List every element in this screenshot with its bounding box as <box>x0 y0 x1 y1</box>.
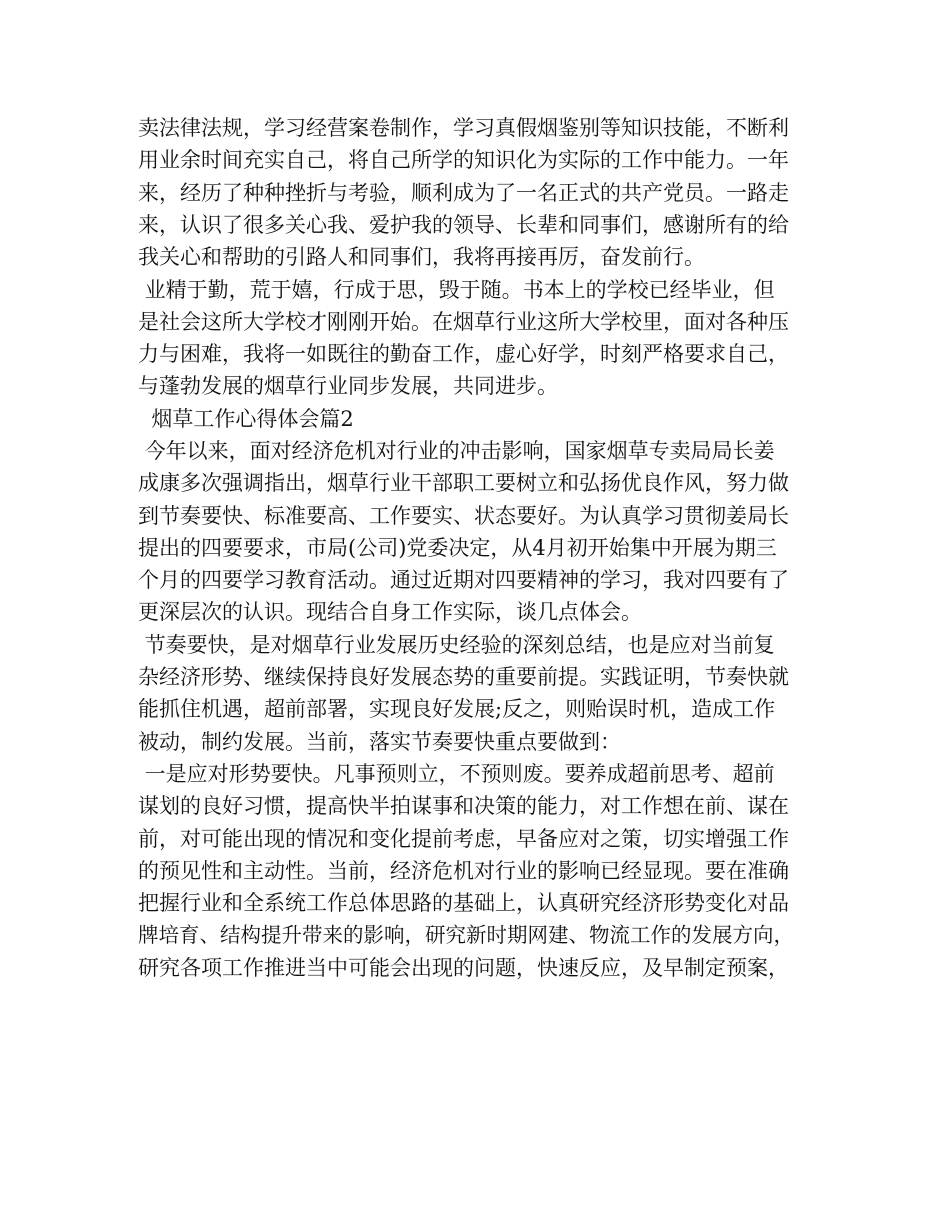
text-line: 来，经历了种种挫折与考验，顺利成为了一名正式的共产党员。一路走 <box>138 181 789 205</box>
text-line: 节奏要快，是对烟草行业发展历史经验的深刻总结，也是应对当前复 <box>138 633 775 657</box>
text-line: 与蓬勃发展的烟草行业同步发展，共同进步。 <box>138 374 558 398</box>
text-line: 杂经济形势、继续保持良好发展态势的重要前提。实践证明，节奏快就 <box>138 665 789 689</box>
text-line: 业精于勤，荒于嬉，行成于思，毁于随。书本上的学校已经毕业，但 <box>138 278 775 302</box>
text-line: 来，认识了很多关心我、爱护我的领导、长辈和同事们，感谢所有的给 <box>138 213 789 237</box>
text-line: 前，对可能出现的情况和变化提前考虑，早备应对之策，切实增强工作 <box>138 827 789 851</box>
text-line: 被动，制约发展。当前，落实节奏要快重点要做到： <box>138 730 621 754</box>
text-line: 一是应对形势要快。凡事预则立，不预则废。要养成超前思考、超前 <box>138 762 775 786</box>
text-line: 今年以来，面对经济危机对行业的冲击影响，国家烟草专卖局局长姜 <box>138 439 775 463</box>
text-line: 卖法律法规，学习经营案卷制作，学习真假烟鉴别等知识技能，不断利 <box>138 116 789 140</box>
text-line: 更深层次的认识。现结合自身工作实际，谈几点体会。 <box>138 600 642 624</box>
text-line: 我关心和帮助的引路人和同事们，我将再接再厉，奋发前行。 <box>138 245 705 269</box>
text-line: 提出的四要要求，市局(公司)党委决定，从4月初开始集中开展为期三 <box>138 536 777 560</box>
text-line: 把握行业和全系统工作总体思路的基础上，认真研究经济形势变化对品 <box>138 891 789 915</box>
text-line: 力与困难，我将一如既往的勤奋工作，虚心好学，时刻严格要求自己， <box>138 342 789 366</box>
text-line: 是社会这所大学校才刚刚开始。在烟草行业这所大学校里，面对各种压 <box>138 310 789 334</box>
text-line: 烟草工作心得体会篇2 <box>138 407 354 431</box>
text-line: 个月的四要学习教育活动。通过近期对四要精神的学习，我对四要有了 <box>138 568 789 592</box>
text-line: 成康多次强调指出，烟草行业干部职工要树立和弘扬优良作风，努力做 <box>138 471 789 495</box>
text-line: 的预见性和主动性。当前，经济危机对行业的影响已经显现。要在准确 <box>138 859 789 883</box>
text-line: 用业余时间充实自己，将自己所学的知识化为实际的工作中能力。一年 <box>138 148 789 172</box>
text-line: 研究各项工作推进当中可能会出现的问题，快速反应，及早制定预案， <box>138 956 789 980</box>
text-line: 到节奏要快、标准要高、工作要实、状态要好。为认真学习贯彻姜局长 <box>138 504 789 528</box>
text-line: 能抓住机遇，超前部署，实现良好发展;反之，则贻误时机，造成工作 <box>138 697 776 721</box>
text-line: 谋划的良好习惯，提高快半拍谋事和决策的能力，对工作想在前、谋在 <box>138 794 789 818</box>
text-line: 牌培育、结构提升带来的影响，研究新时期网建、物流工作的发展方向， <box>138 923 794 947</box>
